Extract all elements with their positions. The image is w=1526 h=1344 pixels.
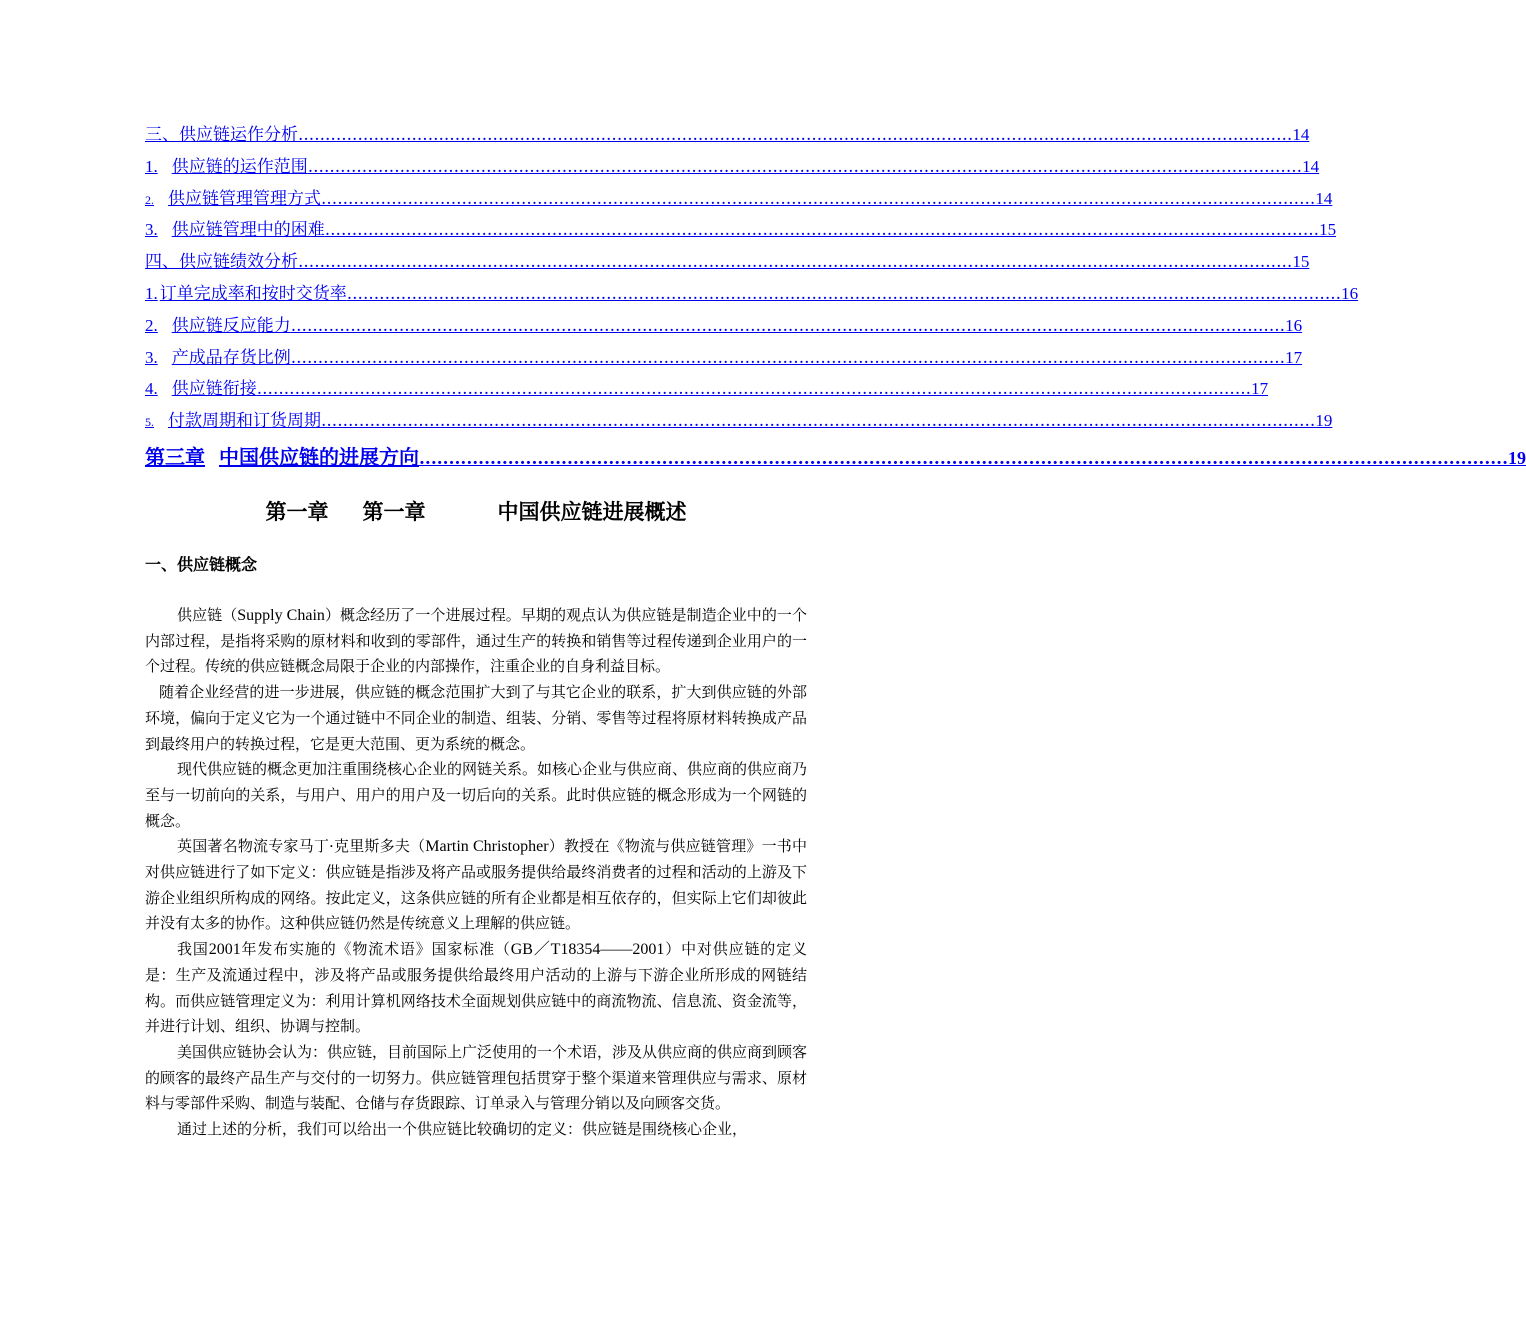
table-of-contents [145, 124, 1526, 478]
toc-entry[interactable] [145, 251, 1310, 283]
toc-page-number: 14 [1292, 125, 1310, 144]
toc-leader: ........................................................................................................................................................................................ [298, 252, 1293, 273]
toc-entry-number: 2. [145, 315, 158, 335]
toc-entry-number: 2. [145, 192, 154, 207]
toc-page-number: 17 [1251, 379, 1269, 399]
chapter-heading [0, 496, 950, 526]
toc-entry-text: 供应链的运作范围 [171, 156, 308, 177]
paragraph: 随着企业经营的进一步进展，供应链的概念范围扩大到了与其它企业的联系，扩大到供应链的外部环境，偏向于定义它为一个通过链中不同企业的制造、组装、分销、零售等过程将原材料转换成产品到最终用户的转换过程，它是更大范围、更为系统的概念。 [145, 683, 807, 753]
toc-entry-number: 5. [145, 415, 154, 430]
toc-entry-text: 供应链衔接 [171, 379, 257, 400]
toc-entry[interactable] [145, 124, 1310, 156]
chapter-label: 第一章 [265, 500, 329, 524]
chapter-title: 中国供应链进展概述 [497, 500, 687, 524]
toc-entry-text: 订单完成率和按时交货率 [159, 283, 347, 304]
toc-leader: ........................................................................................................................................................................................ [298, 125, 1293, 145]
toc-entry-text: 中国供应链的进展方向 [219, 444, 419, 469]
toc-leader: ........................................................................................................................................................................................ [321, 188, 1316, 209]
toc-page-number: 16 [1285, 315, 1303, 335]
toc-page-number: 19 [1508, 447, 1526, 468]
toc-entry[interactable] [145, 219, 1337, 251]
section-heading: 一、供应链概念 [145, 555, 258, 574]
paragraph: 现代供应链的概念更加注重围绕核心企业的网链关系。如核心企业与供应商、供应商的供应商乃至与一切前向的关系，与用户、用户的用户及一切后向的关系。此时供应链的概念形成为一个网链的概念。 [145, 760, 808, 830]
paragraph: 我国2001年发布实施的《物流术语》国家标准（GB／T18354——2001）中对供应链的定义是：生产及流通过程中，涉及将产品或服务提供给最终用户活动的上游与下游企业所形成的网链结构。而供应链管理定义为：利用计算机网络技术全面规划供应链中的商流物流、信息流、资金流等，并进行计划、组织、协调与控制。 [145, 940, 807, 1036]
toc-entry-number: 4. [145, 379, 158, 399]
toc-entry-text: 付款周期和订货周期 [168, 411, 321, 432]
toc-entry-text: 供应链反应能力 [171, 315, 291, 336]
toc-entry-number: 第三章 [145, 444, 205, 469]
toc-page-number: 14 [1315, 188, 1333, 208]
toc-entry[interactable] [145, 378, 1269, 410]
toc-leader: ........................................................................................................................................................................................ [321, 411, 1316, 432]
toc-page-number: 16 [1341, 283, 1359, 303]
toc-leader: ........................................................................................................................................................................................ [290, 315, 1286, 336]
toc-entry[interactable] [145, 188, 1333, 220]
toc-entry-text: 三、供应链运作分析 [145, 125, 298, 145]
toc-leader: ........................................................................................................................................................................................ [346, 283, 1342, 304]
toc-leader: ........................................................................................................................................................................................ [419, 448, 1508, 469]
toc-page-number: 15 [1319, 220, 1337, 240]
toc-entry[interactable] [145, 156, 1320, 188]
toc-entry-text: 供应链管理管理方式 [168, 188, 321, 209]
toc-entry[interactable] [145, 283, 1359, 315]
toc-leader: ........................................................................................................................................................................................ [256, 379, 1252, 400]
toc-page-number: 15 [1292, 252, 1310, 272]
toc-entry[interactable] [145, 347, 1303, 379]
toc-entry-text: 供应链管理中的困难 [171, 220, 325, 241]
toc-leader: ........................................................................................................................................................................................ [324, 220, 1320, 241]
toc-entry-text: 产成品存货比例 [171, 347, 291, 368]
toc-entry-number: 1. [145, 283, 158, 303]
paragraph: 通过上述的分析，我们可以给出一个供应链比较确切的定义：供应链是围绕核心企业， [177, 1120, 748, 1139]
toc-entry-number: 3. [145, 220, 158, 240]
toc-page-number: 14 [1302, 156, 1320, 176]
toc-entry-chapter[interactable] [145, 444, 1526, 478]
chapter-label: 第一章 [362, 500, 426, 524]
toc-page-number: 17 [1285, 347, 1303, 367]
paragraph: 美国供应链协会认为：供应链，目前国际上广泛使用的一个术语，涉及从供应商的供应商到顾客的顾客的最终产品生产与交付的一切努力。供应链管理包括贯穿于整个渠道来管理供应与需求、原材料与零部件采购、制造与装配、仓储与存货跟踪、订单录入与管理分销以及向顾客交货。 [145, 1042, 808, 1113]
toc-entry-text: 四、供应链绩效分析 [145, 252, 298, 273]
toc-entry[interactable] [145, 410, 1333, 442]
toc-leader: ........................................................................................................................................................................................ [307, 156, 1303, 177]
toc-entry-number: 1. [145, 156, 158, 176]
toc-entry-number: 3. [145, 347, 158, 367]
body-text [145, 603, 807, 1143]
toc-entry[interactable] [145, 315, 1303, 347]
paragraph: 供应链（Supply Chain）概念经历了一个进展过程。早期的观点认为供应链是制造企业中的一个内部过程，是指将采购的原材料和收到的零部件，通过生产的转换和销售等过程传递到企业用户的一个过程。传统的供应链概念局限于企业的内部操作，注重企业的自身利益目标。 [145, 606, 807, 676]
toc-leader: ........................................................................................................................................................................................ [290, 347, 1286, 368]
toc-page-number: 19 [1315, 411, 1333, 431]
paragraph: 英国著名物流专家马丁·克里斯多夫（Martin Christopher）教授在《物流与供应链管理》一书中对供应链进行了如下定义：供应链是指涉及将产品或服务提供给最终消费者的过程和活动的上游及下游企业组织所构成的网络。按此定义，这条供应链的所有企业都是相互依存的，但实际上它们却彼此并没有太多的协作。这种供应链仍然是传统意义上理解的供应链。 [145, 837, 807, 933]
